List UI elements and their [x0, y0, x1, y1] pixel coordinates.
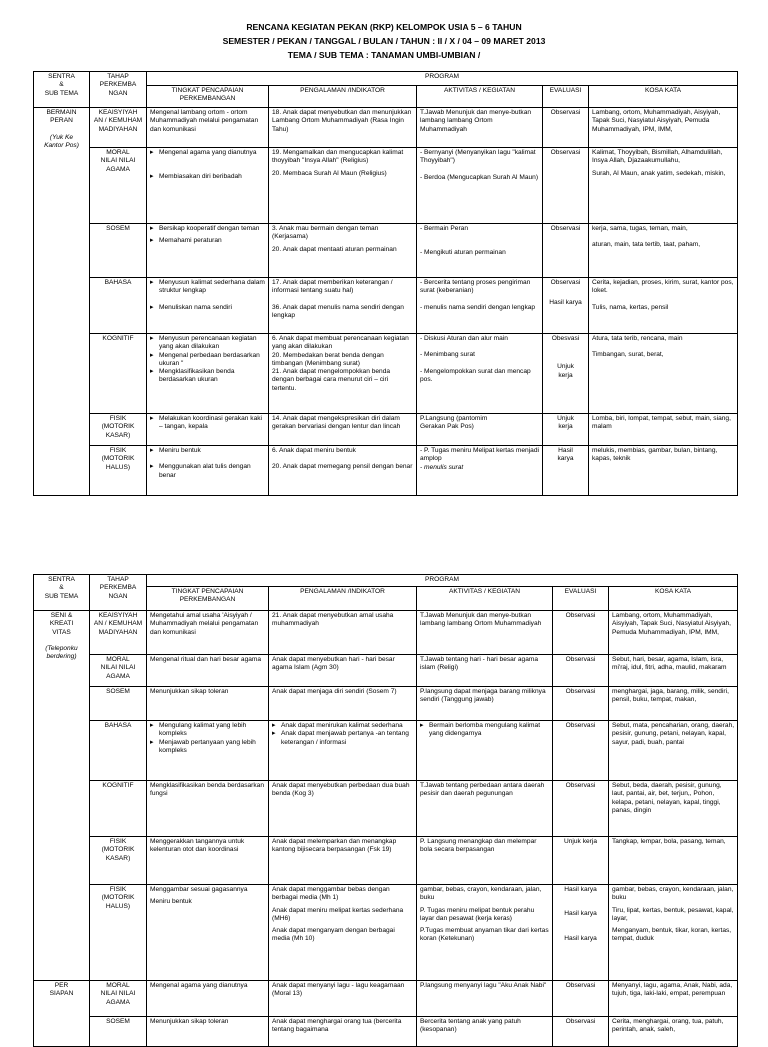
- tingkat-cell: ▸ Mengulang kalimat yang lebih kompleks ▸ Menjawab pertanyaan yang lebih kompleks: [147, 721, 269, 781]
- tahap-cell: KOGNITIF: [90, 781, 147, 837]
- col-header-tahap: TAHAP PERKEMBA NGAN: [90, 575, 147, 611]
- tahap-cell: BAHASA: [90, 278, 147, 334]
- tingkat-cell: ▸ Meniru bentuk ▸ Menggunakan alat tulis dengan benar: [147, 446, 269, 496]
- kosakata-cell: kerja, sama, tugas, teman, main, aturan, main, tata tertib, taat, paham,: [589, 224, 738, 278]
- aktivitas-cell: gambar, bebas, crayon, kendaraan, jalan, buku P. Tugas meniru melipat bentuk perahu layar dan pesawat (kerja keras) P.Tugas membuat anyaman tikar dari kertas koran (Ketekunan): [417, 885, 553, 981]
- evaluasi-cell: Hasil karya Hasil karya Hasil karya: [553, 885, 609, 981]
- kosakata-cell: Kalimat, Thoyyibah, Bismillah, Alhamdulillah, Insya Allah, Djazaakumullahu, Surah, Al Maun, anak yatim, sedekah, miskin,: [589, 148, 738, 224]
- pengalaman-cell: Anak dapat melemparkan dan menangkap kantong bijisecara berpasangan (Fsk 19): [269, 837, 417, 885]
- evaluasi-cell: Observasi: [543, 148, 589, 224]
- table-row: [34, 414, 738, 446]
- tahap-cell: KEAISYIYAH AN / KEMUHAM MADIYAHAN: [90, 108, 147, 148]
- kosakata-cell: Lambang, ortom, Muhammadiyah, Aisyiyah, Tapak Suci, Nasyiatul Aisyiyah, Pemuda Muhammadiyah, IPM, IMM,: [609, 611, 738, 655]
- col-header-kosakata: KOSA KATA: [609, 587, 738, 611]
- evaluasi-cell: Unjuk kerja: [543, 414, 589, 446]
- rkp-table-2: [33, 574, 738, 1047]
- tahap-cell: MORAL NILAI NILAI AGAMA: [90, 148, 147, 224]
- evaluasi-cell: Observasi: [553, 655, 609, 687]
- tahap-cell: KEAISYIYAH AN / KEMUHAM MADIYAHAN: [90, 611, 147, 655]
- tingkat-cell: ▸ Melakukan koordinasi gerakan kaki – tangan, kepala: [147, 414, 269, 446]
- tingkat-cell: Mengklasifikasikan benda berdasarkan fungsi: [147, 781, 269, 837]
- table-row: [34, 278, 738, 334]
- evaluasi-cell: Observasi: [553, 1017, 609, 1047]
- tingkat-cell: ▸ Bersikap kooperatif dengan teman ▸ Memahami peraturan: [147, 224, 269, 278]
- aktivitas-cell: Bercerita tentang anak yang patuh (kesopanan): [417, 1017, 553, 1047]
- table-row: [34, 837, 738, 885]
- pengalaman-cell: Anak dapat menyebutkan perbedaan dua buah benda (Kog 3): [269, 781, 417, 837]
- evaluasi-cell: Observasi: [543, 108, 589, 148]
- kosakata-cell: Lambang, ortom, Muhammadiyah, Aisyiyah, Tapak Suci, Nasyiatul Aisyiyah, Pemuda Muhammadiyah, IPM, IMM,: [589, 108, 738, 148]
- pengalaman-cell: 19. Mengamalkan dan mengucapkan kalimat thoyyibah "Insya Allah" (Religius) 20. Membaca Surah Al Maun (Religius): [269, 148, 417, 224]
- tahap-cell: SOSEM: [90, 1017, 147, 1047]
- pengalaman-cell: Anak dapat menyanyi lagu - lagu keagamaan (Moral 13): [269, 981, 417, 1017]
- aktivitas-cell: - P. Tugas meniru Melipat kertas menjadi amplop - menulis surat: [417, 446, 543, 496]
- document-header: [0, 20, 768, 62]
- tingkat-cell: Mengenal agama yang dianutnya: [147, 981, 269, 1017]
- kosakata-cell: Menyanyi, lagu, agama, Anak, Nabi, ada, tujuh, tiga, laki-laki, empat, perempuan: [609, 981, 738, 1017]
- table-row: [34, 611, 738, 655]
- tahap-cell: FISIK (MOTORIK HALUS): [90, 885, 147, 981]
- pengalaman-cell: 21. Anak dapat menyebutkan amal usaha muhammadiyah: [269, 611, 417, 655]
- pengalaman-cell: 3. Anak mau bermain dengan teman (Kerjasama) 20. Anak dapat mentaati aturan permainan: [269, 224, 417, 278]
- kosakata-cell: Lomba, biri, lompat, tempat, sebut, main, siang, malam: [589, 414, 738, 446]
- kosakata-cell: Atura, tata terib, rencana, main Timbangan, surat, berat,: [589, 334, 738, 414]
- tahap-cell: MORAL NILAI NILAI AGAMA: [90, 981, 147, 1017]
- aktivitas-cell: - Diskusi Aturan dan alur main - Menimbang surat - Mengelompokkan surat dan mencap pos.: [417, 334, 543, 414]
- pengalaman-cell: Anak dapat menjaga diri sendiri (Sosem 7): [269, 687, 417, 721]
- evaluasi-cell: Observasi: [553, 981, 609, 1017]
- aktivitas-cell: ▸ Bermain berlomba mengulang kalimat yang didengarnya: [417, 721, 553, 781]
- table-row: [34, 781, 738, 837]
- aktivitas-cell: P. Langsung menangkap dan melempar bola secara berpasangan: [417, 837, 553, 885]
- pengalaman-cell: Anak dapat menyebutkan hari - hari besar agama Islam (Agm 30): [269, 655, 417, 687]
- table-row: [34, 721, 738, 781]
- kosakata-cell: gambar, bebas, crayon, kendaraan, jalan, buku Tiru, lipat, kertas, bentuk, pesawat, kapal, layar, Menganyam, bentuk, tikar, koran, kertas, tempat, duduk: [609, 885, 738, 981]
- header-title: RENCANA KEGIATAN PEKAN (RKP) KELOMPOK USIA 5 – 6 TAHUN: [246, 22, 522, 32]
- kosakata-cell: melukis, membias, gambar, bulan, bintang, kapas, teknik: [589, 446, 738, 496]
- tingkat-cell: ▸ Menyusun perencanaan kegiatan yang akan dilakukan ▸ Mengenal perbedaan berdasarkan ukuran " ▸ Mengklasifikasikan benda berdasarkan ukuran: [147, 334, 269, 414]
- sentra-cell-persiapan: PER SIAPAN: [34, 981, 90, 1047]
- evaluasi-cell: Observasi: [553, 781, 609, 837]
- table-row: [34, 446, 738, 496]
- evaluasi-cell: Obesvasi Unjuk kerja: [543, 334, 589, 414]
- col-header-sentra: SENTRA & SUB TEMA: [34, 575, 90, 611]
- pengalaman-cell: 6. Anak dapat meniru bentuk 20. Anak dapat memegang pensil dengan benar: [269, 446, 417, 496]
- pengalaman-cell: 6. Anak dapat membuat perencanaan kegiatan yang akan dilakukan 20. Membedakan berat benda dengan timbangan (Menimbang surat) 21. Anak dapat mengelompokkan benda dengan berbagai cara menurut ciri – ciri tertentu.: [269, 334, 417, 414]
- col-header-aktivitas: AKTIVITAS / KEGIATAN: [417, 86, 543, 108]
- tahap-cell: SOSEM: [90, 687, 147, 721]
- col-header-program: PROGRAM: [147, 72, 738, 86]
- tingkat-cell: Menggambar sesuai gagasannya Meniru bentuk: [147, 885, 269, 981]
- table-row: [34, 108, 738, 148]
- col-header-tingkat: TINGKAT PENCAPAIAN PERKEMBANGAN: [147, 86, 269, 108]
- table-row: [34, 334, 738, 414]
- kosakata-cell: Sebut, mata, pencaharian, orang, daerah, pesisir, gunung, petani, nelayan, kapal, sayur, padi, buah, pantai: [609, 721, 738, 781]
- kosakata-cell: Sebut, beda, daerah, pesisir, gunung, laut, pantai, air, bet, terjun,, Pohon, kelapa, petani, nelayan, kapal, tinggi, panas, dingin: [609, 781, 738, 837]
- header-semester: SEMESTER / PEKAN / TANGGAL / BULAN / TAHUN : II / X / 04 – 09 MARET 2013: [222, 36, 546, 46]
- kosakata-cell: Sebut, hari, besar, agama, Islam, isra, mi'raj, idul, fitri, adha, maulid, makaram: [609, 655, 738, 687]
- evaluasi-cell: Observasi: [543, 224, 589, 278]
- header-theme: TEMA / SUB TEMA : TANAMAN UMBI-UMBIAN /: [287, 50, 481, 60]
- aktivitas-cell: P.langsung menyanyi lagu "Aku Anak Nabi": [417, 981, 553, 1017]
- aktivitas-cell: T.Jawab tentang perbedaan antara daerah pesisir dan daerah pegunungan: [417, 781, 553, 837]
- kosakata-cell: Cerita, kejadian, proses, kirim, surat, kantor pos, loket. Tulis, nama, kertas, pensil: [589, 278, 738, 334]
- tingkat-cell: Mengenal lambang ortom - ortom Muhammadiyah melalui pengamatan dan komunikasi: [147, 108, 269, 148]
- evaluasi-cell: Unjuk kerja: [553, 837, 609, 885]
- kosakata-cell: Tangkap, lempar, bola, pasang, teman,: [609, 837, 738, 885]
- table-row: [34, 687, 738, 721]
- evaluasi-cell: Observasi Hasil karya: [543, 278, 589, 334]
- col-header-kosakata: KOSA KATA: [589, 86, 738, 108]
- col-header-evaluasi: EVALUASI: [553, 587, 609, 611]
- col-header-sentra: SENTRA & SUB TEMA: [34, 72, 90, 108]
- aktivitas-cell: - Bernyanyi (Menyanyikan lagu "kalimat Thoyyibah") - Berdoa (Mengucapkan Surah Al Maun): [417, 148, 543, 224]
- tingkat-cell: Menunjukkan sikap toleran: [147, 1017, 269, 1047]
- tingkat-cell: ▸ Menyusun kalimat sederhana dalam struktur lengkap ▸ Menuliskan nama sendiri: [147, 278, 269, 334]
- table-row: [34, 148, 738, 224]
- pengalaman-cell: Anak dapat menggambar bebas dengan berbagai media (Mh 1) Anak dapat meniru melipat kertas sederhana (MH6) Anak dapat menganyam dengan berbagai media (Mh 10): [269, 885, 417, 981]
- col-header-tahap: TAHAP PERKEMBA NGAN: [90, 72, 147, 108]
- aktivitas-cell: T.Jawab Menunjuk dan menye-butkan lambang lambang Ortom Muhammadiyah: [417, 108, 543, 148]
- tahap-cell: MORAL NILAI NILAI AGAMA: [90, 655, 147, 687]
- aktivitas-cell: - Bermain Peran - Mengikuti aturan permainan: [417, 224, 543, 278]
- aktivitas-cell: T.Jawab tentang hari - hari besar agama islam (Religi): [417, 655, 553, 687]
- tahap-cell: FISIK (MOTORIK KASAR): [90, 837, 147, 885]
- tahap-cell: FISIK (MOTORIK KASAR): [90, 414, 147, 446]
- rkp-table-1: [33, 71, 738, 496]
- pengalaman-cell: 14. Anak dapat mengekspresikan diri dalam gerakan bervariasi dengan lentur dan lincah: [269, 414, 417, 446]
- tahap-cell: SOSEM: [90, 224, 147, 278]
- pengalaman-cell: 17. Anak dapat memberikan keterangan / informasi tentang suatu hal) 36. Anak dapat menulis nama sendiri dengan lengkap: [269, 278, 417, 334]
- kosakata-cell: Cerita, menghargai, orang, tua, patuh, perintah, anak, saleh,: [609, 1017, 738, 1047]
- col-header-pengalaman: PENGALAMAN /INDIKATOR: [269, 86, 417, 108]
- col-header-program: PROGRAM: [147, 575, 738, 587]
- pengalaman-cell: 18. Anak dapat menyebutkan dan menunjukkan Lambang Ortom Muhammadiyah (Rasa Ingin Tahu): [269, 108, 417, 148]
- table-row: [34, 655, 738, 687]
- pengalaman-cell: ▸ Anak dapat menirukan kalimat sederhana ▸ Anak dapat menjawab pertanya -an tentang keterangan / informasi: [269, 721, 417, 781]
- evaluasi-cell: Observasi: [553, 687, 609, 721]
- aktivitas-cell: T.Jawab Menunjuk dan menye-butkan lambang lambang Ortom Muhammadiyah: [417, 611, 553, 655]
- tingkat-cell: Mengetahui amal usaha 'Aisyiyah / Muhammadiyah melalui pengamatan dan komunikasi: [147, 611, 269, 655]
- tingkat-cell: Menunjukkan sikap toleran: [147, 687, 269, 721]
- aktivitas-cell: P.Langsung (pantomim Gerakan Pak Pos): [417, 414, 543, 446]
- table-row: [34, 885, 738, 981]
- sentra-cell: BERMAIN PERAN (Yuk Ke Kantor Pos): [34, 108, 90, 496]
- kosakata-cell: menghargai, jaga, barang, milik, sendiri, pensil, buku, tempat, makan,: [609, 687, 738, 721]
- col-header-aktivitas: AKTIVITAS / KEGIATAN: [417, 587, 553, 611]
- tingkat-cell: Mengenal ritual dan hari besar agama: [147, 655, 269, 687]
- table-row: [34, 981, 738, 1017]
- tahap-cell: BAHASA: [90, 721, 147, 781]
- tingkat-cell: ▸ Mengenal agama yang dianutnya ▸ Membiasakan diri beribadah: [147, 148, 269, 224]
- col-header-tingkat: TINGKAT PENCAPAIAN PERKEMBANGAN: [147, 587, 269, 611]
- pengalaman-cell: Anak dapat menghargai orang tua (bercerita tentang bagaimana: [269, 1017, 417, 1047]
- evaluasi-cell: Observasi: [553, 721, 609, 781]
- tahap-cell: KOGNITIF: [90, 334, 147, 414]
- tahap-cell: FISIK (MOTORIK HALUS): [90, 446, 147, 496]
- aktivitas-cell: P.langsung dapat menjaga barang miliknya sendiri (Tanggung jawab): [417, 687, 553, 721]
- evaluasi-cell: Hasil karya: [543, 446, 589, 496]
- col-header-pengalaman: PENGALAMAN /INDIKATOR: [269, 587, 417, 611]
- col-header-evaluasi: EVALUASI: [543, 86, 589, 108]
- aktivitas-cell: - Bercerita tentang proses pengiriman surat (keberanian) - menulis nama sendiri dengan lengkap: [417, 278, 543, 334]
- evaluasi-cell: Observasi: [553, 611, 609, 655]
- tingkat-cell: Menggerakkan tangannya untuk kelenturan otot dan koordinasi: [147, 837, 269, 885]
- sentra-cell: SENI & KREATI VITAS (Teleponku berdering): [34, 611, 90, 981]
- table-row: [34, 224, 738, 278]
- table-row: [34, 1017, 738, 1047]
